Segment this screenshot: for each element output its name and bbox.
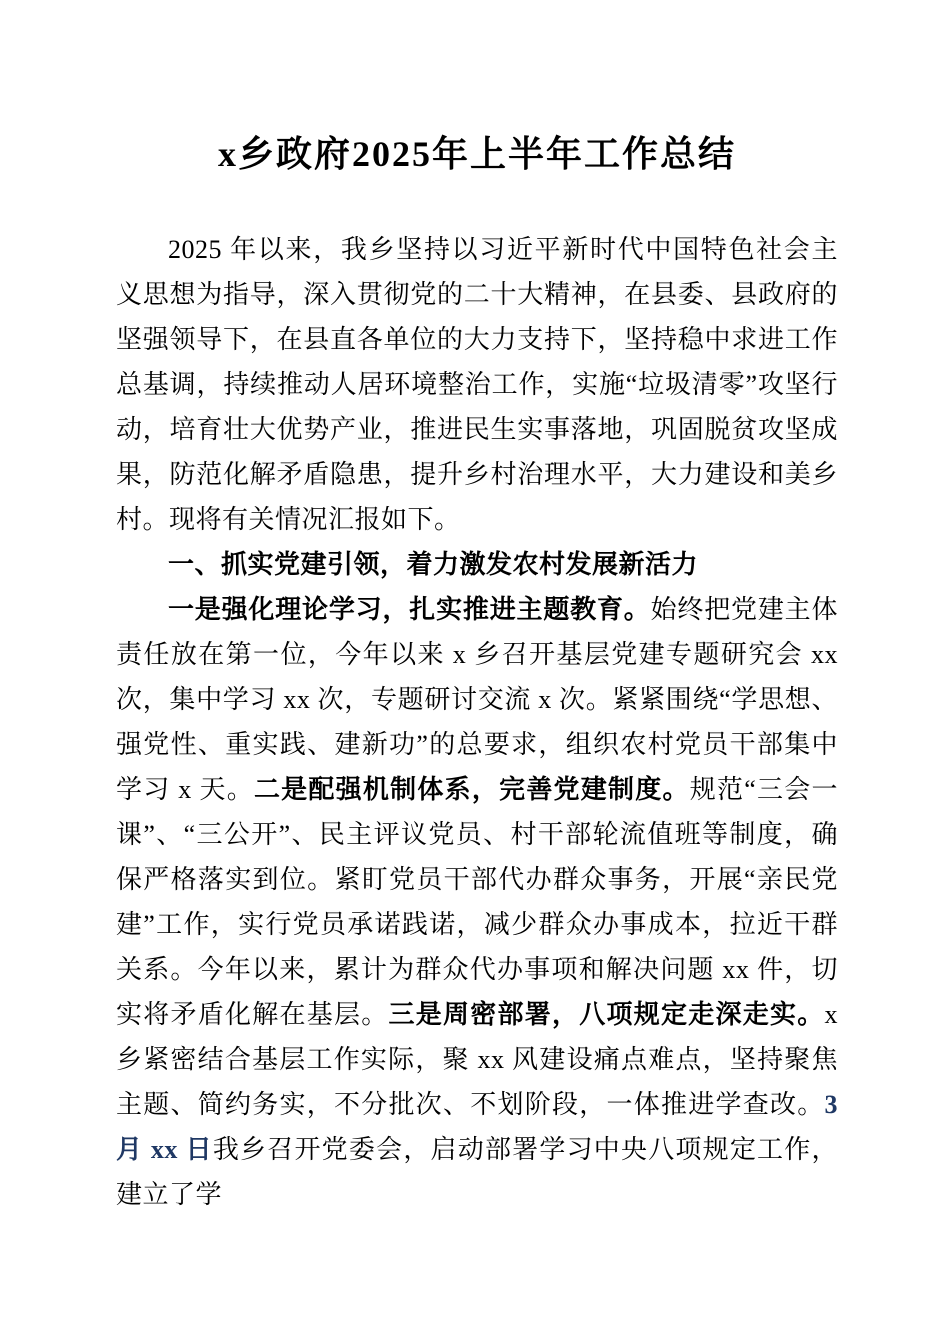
text-run: 2025 年以来，我乡坚持以习近平新时代中国特色社会主义思想为指导，深入贯彻党的二十大精神，在县委、县政府的坚强领导下，在县直各单位的大力支持下，坚持稳中求进工作总基调，持续推动人居环境整治工作，实施“垃圾清零”攻坚行动，培育壮大优势产业，推进民生实事落地，巩固脱贫攻坚成果，防范化解矛盾隐患，提升乡村治理水平，大力建设和美乡村。现将有关情况汇报如下。 — [116, 235, 838, 534]
text-run: 一、抓实党建引领，着力激发农村发展新活力 — [168, 549, 699, 579]
intro-paragraph — [116, 227, 838, 542]
text-run: 二是配强机制体系，完善党建制度。 — [253, 775, 690, 804]
text-run: 3 月 xx 日 — [116, 1090, 838, 1164]
section-1-paragraph — [116, 587, 838, 1217]
document-body — [116, 227, 838, 1217]
text-run: 规范“三会一课”、“三公开”、民主评议党员、村干部轮流值班等制度，确保严格落实到位。紧盯党员干部代办群众事务，开展“亲民党建”工作，实行党员承诺践诺，减少群众办事成本，拉近干群关系。今年以来，累计为群众代办事项和解决问题 xx 件，切实将矛盾化解在基层。 — [116, 775, 838, 1029]
document-title: x乡政府2025年上半年工作总结 — [217, 134, 736, 174]
section-heading-1 — [116, 542, 838, 587]
text-run: 始终把党建主体责任放在第一位，今年以来 x 乡召开基层党建专题研究会 xx 次，集中学习 xx 次，专题研讨交流 x 次。紧紧围绕“学思想、强党性、重实践、建新功”的总要求，组织农村党员干部集中学习 x 天。 — [116, 595, 838, 804]
text-run: 三是周密部署，八项规定走深走实。 — [388, 1000, 825, 1029]
text-run: 我乡召开党委会，启动部署学习中央八项规定工作，建立了学 — [116, 1135, 838, 1209]
text-run: 一是强化理论学习，扎实推进主题教育。 — [168, 595, 651, 624]
text-run: x 乡紧密结合基层工作实际，聚 xx 风建设痛点难点，坚持聚焦主题、简约务实，不分批次、不划阶段，一体推进学查改。 — [116, 1000, 838, 1119]
